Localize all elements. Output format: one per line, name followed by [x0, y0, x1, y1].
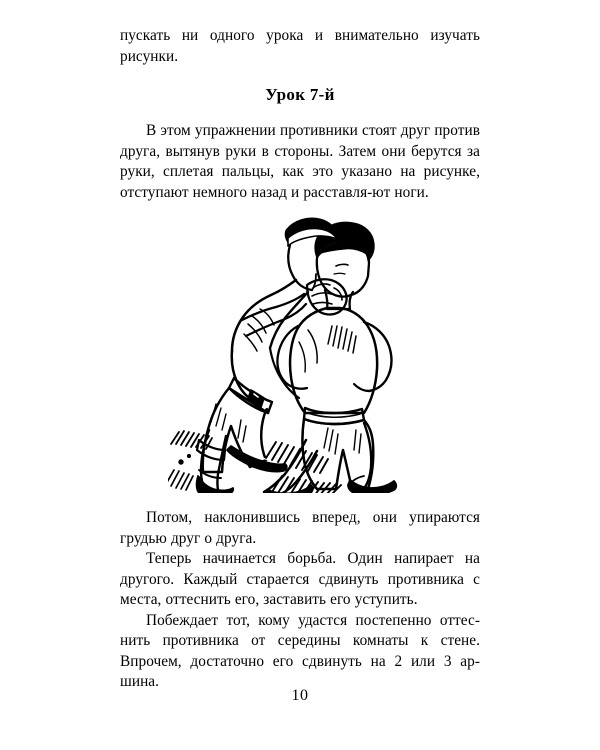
- continuation-paragraph: пускать ни одного урока и внимательно изучать рисунки.: [120, 27, 480, 65]
- illustration-two-wrestlers: [168, 208, 432, 493]
- lesson-heading: Урок 7-й: [265, 85, 335, 104]
- lower-text-block: [120, 508, 480, 693]
- spacer-above-heading: [120, 67, 480, 84]
- page-number: 10: [291, 687, 309, 704]
- spacer-below-heading: [120, 106, 480, 121]
- upper-text-block: [120, 26, 480, 203]
- body-paragraph-2: Потом, наклонившись вперед, они упираются грудью друг о друга.: [120, 509, 480, 547]
- body-paragraph-4: Побеждает тот, кому удастся постепенно оттес-нить противника от середины комнаты к стене. Впрочем, достаточно его сдвинуть на 2 или 3 ар-шина.: [120, 611, 480, 690]
- body-paragraph-3: Теперь начинается борьба. Один напирает на другого. Каждый старается сдвинуть противника с места, оттеснить его, заставить его уступить.: [120, 550, 480, 608]
- body-paragraph-1: В этом упражнении противники стоят друг против друга, вытянув руки в стороны. Затем они берутся за руки, сплетая пальцы, как это указано на рисунке, отступают немного назад и расставля-ют ноги.: [120, 122, 480, 201]
